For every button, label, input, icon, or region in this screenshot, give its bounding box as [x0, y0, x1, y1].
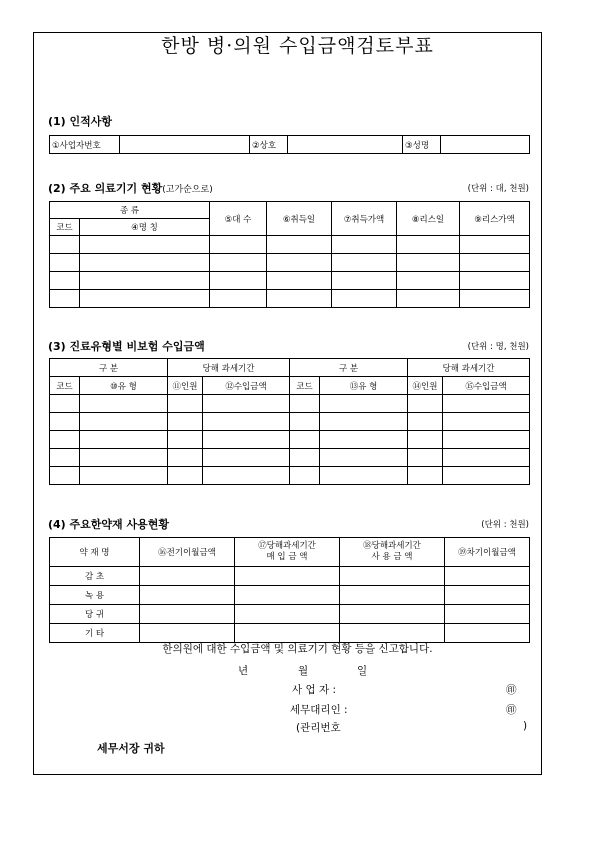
table-row: [50, 449, 530, 467]
count-header: ⑤대 수: [210, 202, 267, 236]
management-number-close: ): [523, 720, 528, 732]
persons-header-right: ⑭인원: [408, 377, 443, 395]
table-row: [50, 236, 530, 254]
period-header-right: 당해 과세기간: [408, 359, 530, 377]
herb-row-label: 기 타: [50, 624, 140, 643]
kind-header: 종 류: [50, 202, 210, 219]
table-row: [50, 272, 530, 290]
usage-header: [340, 538, 445, 567]
date-day-label: 일: [357, 665, 368, 677]
herb-name-header: 약 재 명: [50, 538, 140, 567]
section-2-heading: [48, 180, 213, 196]
purchase-header-line2: 매 입 금 액: [266, 552, 308, 562]
business-seal: ㊞: [506, 684, 517, 696]
persons-header-left: ⑪인원: [168, 377, 203, 395]
period-header-left: 당해 과세기간: [168, 359, 290, 377]
purchase-header-line1: ⑰당해과세기간: [258, 541, 316, 551]
section-4-unit: (단위 : 천원): [481, 520, 529, 530]
section-2-unit: (단위 : 대, 천원): [467, 184, 529, 194]
purchase-header: [235, 538, 340, 567]
date-year-label: 년: [238, 665, 249, 677]
biz-no-field[interactable]: [120, 136, 250, 154]
table-row: [50, 586, 530, 605]
next-carryover-header: ⑲차기이월금액: [445, 538, 530, 567]
revenue-header-left: ⑫수입금액: [203, 377, 290, 395]
business-owner-label: 사 업 자 :: [292, 684, 336, 696]
revenue-header-right: ⑮수입금액: [443, 377, 530, 395]
section-2-subtitle: (고가순으로): [162, 185, 213, 195]
name-label: ③성명: [403, 136, 441, 154]
declaration-statement: 한의원에 대한 수입금액 및 의료기기 현황 등을 신고합니다.: [162, 643, 433, 655]
name-field[interactable]: [441, 136, 530, 154]
table-row: [50, 567, 530, 586]
table-row: [50, 254, 530, 272]
code-header-left: 코드: [50, 377, 80, 395]
herb-row-label: 감 초: [50, 567, 140, 586]
code-header-right: 코드: [290, 377, 320, 395]
table-row: [50, 431, 530, 449]
type-header-right: ⑬유 형: [320, 377, 408, 395]
acq-price-header: ⑦취득가액: [332, 202, 397, 236]
herbal-usage-table: [49, 537, 530, 643]
tax-agent-label: 세무대리인 :: [290, 704, 348, 716]
agent-seal: ㊞: [506, 704, 517, 716]
form-title: 한방 병·의원 수입금액검토부표: [161, 35, 434, 57]
division-header-right: 구 분: [290, 359, 408, 377]
herb-row-label: 당 귀: [50, 605, 140, 624]
lease-date-header: ⑧리스일: [397, 202, 460, 236]
table-row: [50, 290, 530, 308]
section-2-title: (2) 주요 의료기기 현황: [48, 182, 163, 195]
type-header-left: ⑩유 형: [80, 377, 168, 395]
trade-name-field[interactable]: [288, 136, 403, 154]
section-1-heading: (1) 인적사항: [48, 115, 113, 128]
usage-header-line1: ⑱당해과세기간: [363, 541, 421, 551]
table-row: [50, 467, 530, 485]
addressee: 세무서장 귀하: [97, 742, 165, 755]
section-4-heading: (4) 주요한약재 사용현황: [48, 518, 170, 531]
table-row: [50, 413, 530, 431]
division-header-left: 구 분: [50, 359, 168, 377]
section-3-unit: (단위 : 명, 천원): [467, 342, 529, 352]
prev-carryover-header: ⑯전기이월금액: [140, 538, 235, 567]
herb-row-label: 녹 용: [50, 586, 140, 605]
lease-price-header: ⑨리스가액: [460, 202, 530, 236]
uninsured-revenue-table: [49, 358, 530, 485]
date-month-label: 월: [298, 665, 309, 677]
acq-date-header: ⑥취득일: [267, 202, 332, 236]
section-3-heading: (3) 진료유형별 비보험 수입금액: [48, 340, 205, 353]
table-row: [50, 605, 530, 624]
biz-no-label: ①사업자번호: [50, 136, 120, 154]
management-number-open: (관리번호: [296, 722, 341, 734]
code-header: 코드: [50, 219, 80, 236]
table-row: [50, 395, 530, 413]
trade-name-label: ②상호: [250, 136, 288, 154]
usage-header-line2: 사 용 금 액: [371, 552, 413, 562]
item-name-header: ④명 칭: [80, 219, 210, 236]
personal-info-table: [49, 135, 530, 154]
equipment-table: [49, 201, 530, 308]
table-row: [50, 624, 530, 643]
